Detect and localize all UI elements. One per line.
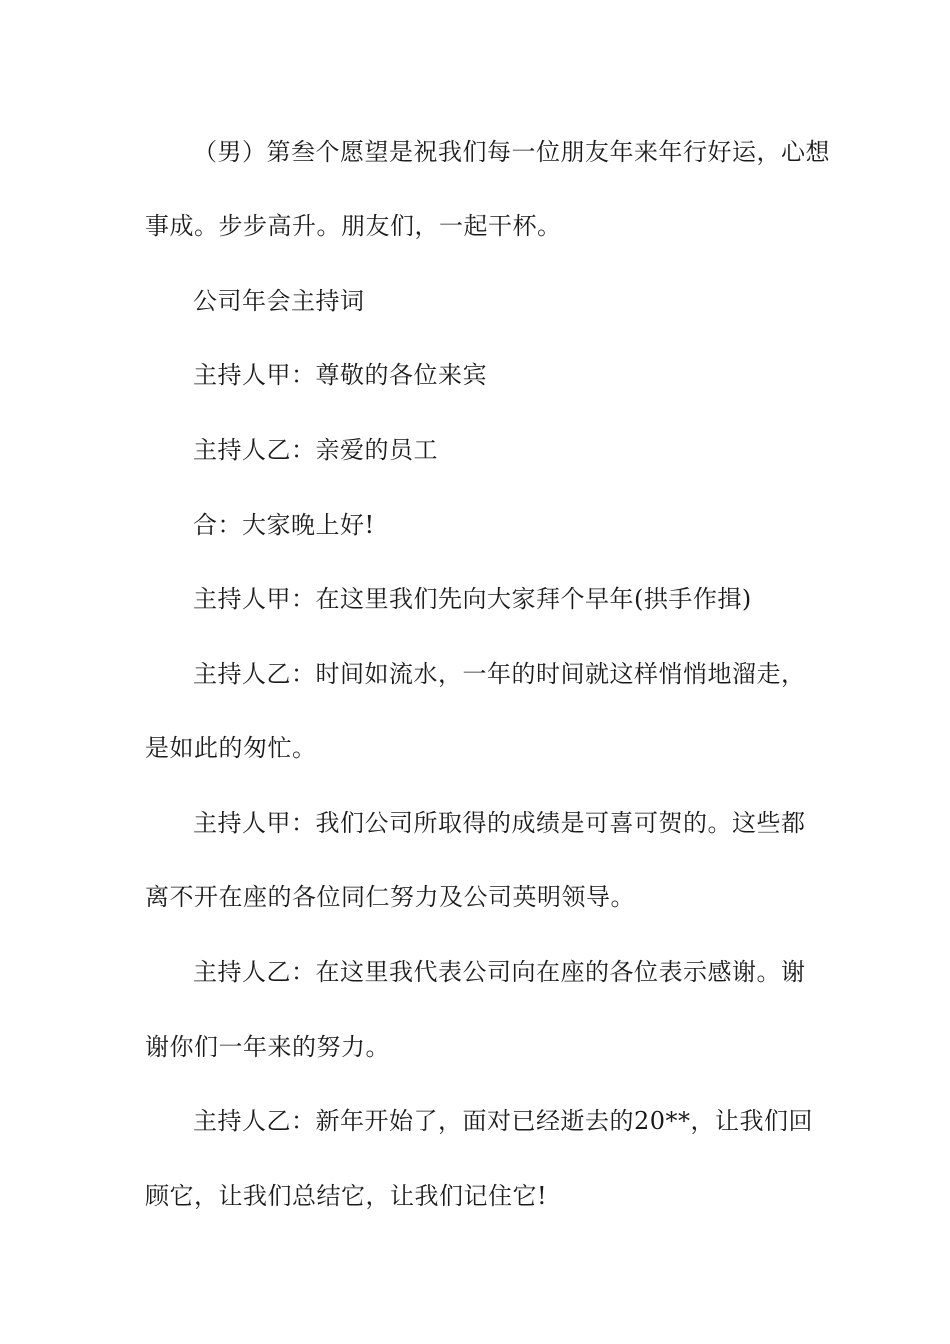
- paragraph-line: 是如此的匆忙。: [145, 734, 317, 762]
- paragraph-line: （男）第叁个愿望是祝我们每一位朋友年来年行好运，心想: [193, 138, 830, 166]
- paragraph-line: 主持人甲：在这里我们先向大家拜个早年(拱手作揖): [193, 585, 752, 613]
- paragraph-line: 顾它，让我们总结它，让我们记住它!: [145, 1182, 548, 1210]
- paragraph-line: 主持人乙：新年开始了，面对已经逝去的20**，让我们回: [193, 1107, 814, 1135]
- paragraph-line: 主持人乙：时间如流水，一年的时间就这样悄悄地溜走，: [193, 660, 806, 688]
- paragraph-line: 主持人乙：亲爱的员工: [193, 436, 438, 464]
- paragraph-line: 离不开在座的各位同仁努力及公司英明领导。: [145, 883, 635, 911]
- paragraph-line: 主持人乙：在这里我代表公司向在座的各位表示感谢。谢: [193, 958, 806, 986]
- paragraph-line: 主持人甲：我们公司所取得的成绩是可喜可贺的。这些都: [193, 809, 806, 837]
- paragraph-line: 合：大家晚上好!: [193, 511, 375, 539]
- section-heading: 公司年会主持词: [193, 287, 365, 315]
- paragraph-line: 事成。步步高升。朋友们，一起干杯。: [145, 212, 562, 240]
- paragraph-line: 谢你们一年来的努力。: [145, 1033, 390, 1061]
- paragraph-line: 主持人甲：尊敬的各位来宾: [193, 361, 487, 389]
